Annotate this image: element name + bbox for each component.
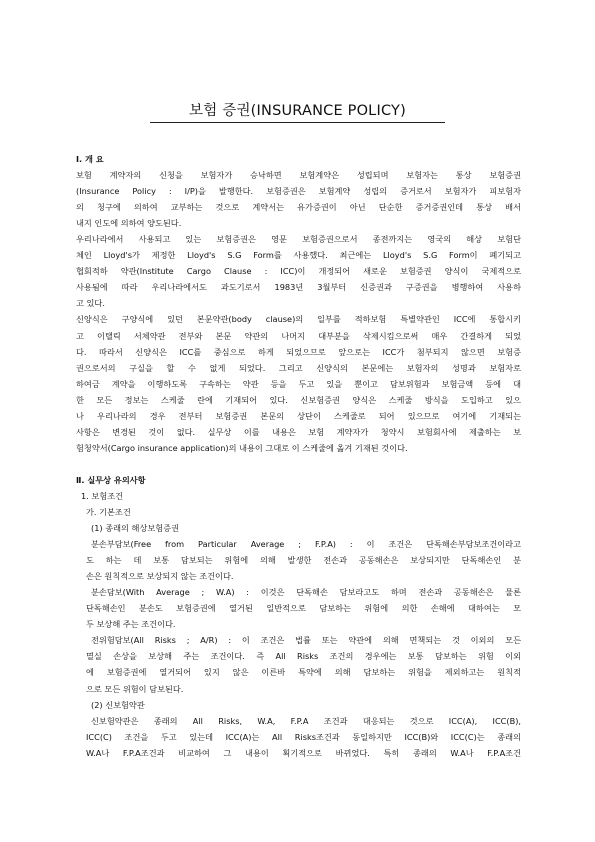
definition-line: 전위험담보(All Risks ; A/R) : 이 조건은 법률 또는 약관에 의해 면책되는 것 이외의 모든 (91, 635, 521, 646)
paragraph-line: (Insurance Policy : I/P)을 발행한다. 보험증권은 보험계약 성립의 증거로서 보험자가 피보험자 (76, 186, 521, 197)
overview-paragraph (76, 311, 521, 455)
title-underline (150, 122, 445, 123)
paragraph-line: 보험 계약자의 신청을 보험자가 승낙하면 보험계약은 성립되며 보험자는 통상 보험증권 (76, 170, 521, 181)
paragraph-line: 우리나라에서 사용되고 있는 보험증권은 영문 보험증권으로서 종전까지는 영국의 해상 보험단 (76, 234, 521, 245)
clause-line: 신보험약관은 종래의 All Risks, W.A, F.P.A 조건과 대응되는 것으로 ICC(A), ICC(B), (91, 715, 521, 726)
clause-line: ICC(C) 조건을 두고 있는데 ICC(A)는 All Risks조건과 동일하지만 ICC(B)와 ICC(C)는 종래의 (86, 731, 521, 742)
paragraph-line: 나 우리나라의 경우 전부터 보험증권 본문의 상단이 스케줄로 되어 있으므로 여기에 기재되는 (76, 410, 521, 421)
definition-line: 분손담보(With Average ; W.A) : 이것은 단독해손 담보라고도 하며 전손과 공동해손은 물론 (91, 587, 521, 598)
paragraph-line: 신양식은 구양식에 있던 본문약관(body clause)의 일부를 적하보험 특별약관인 ICC에 통합시키 (76, 314, 521, 325)
overview-paragraph (76, 167, 521, 231)
document-title: 보험 증권(INSURANCE POLICY) (189, 103, 406, 119)
definition-line: 에 보험증권에 열거되어 있지 않은 이른바 특약에 의해 담보하는 위험을 제외하고는 원칙적 (86, 667, 521, 678)
subheading-basic-conditions: 가. 기본조건 (86, 506, 131, 517)
section-spacer (76, 456, 521, 472)
section-heading-practice: Ⅱ. 실무상 유의사항 (76, 474, 146, 485)
paragraph-line: 체인 Lloyd's가 제정한 Lloyd's S.G Form를 사용했다. 최근에는 Lloyd's S.G Form이 폐기되고 (76, 250, 521, 261)
paragraph-line: 내지 인도에 의하여 양도된다. (76, 218, 182, 229)
paragraph-line: 고 이탤릭 서체약관 전부와 본문 약관의 나머지 대부분을 삭제시킴으로써 매우 간결하게 되었 (76, 330, 521, 341)
definition-line: 도 하는 데 보통 담보되는 위험에 의해 발생한 전손과 공동해손은 보상되지만 단독해손인 분 (86, 555, 521, 566)
paragraph-line: 협회적하 약관(Institute Cargo Clause : ICC)이 개정되어 새로운 보험증권 양식이 국제적으로 (76, 266, 521, 277)
paragraph-line: 한 모든 정보는 스케줄 란에 기재되어 있다. 신보험증권 양식은 스케줄 방식을 도입하고 있으 (76, 394, 521, 405)
paragraph-line: 사항은 변경된 것이 없다. 실무상 이를 내용은 보험 계약자가 청약시 보험회사에 제출하는 보 (76, 426, 521, 437)
definition-line: 단독해손인 분손도 보험증권에 열거된 일반적으로 담보하는 위험에 의한 손해에 대하여는 모 (86, 603, 521, 614)
overview-section (76, 167, 521, 456)
item-heading-new-clauses: (2) 신보험약관 (91, 699, 145, 710)
paragraph-line: 고 있다. (76, 298, 105, 309)
paragraph-line: 의 청구에 의하여 교부하는 것으로 계약서는 유가증권이 아닌 단순한 증거증권인데 통상 배서 (76, 202, 521, 213)
paragraph-line: 다. 따라서 신양식은 ICC를 중심으로 하게 되었으므로 앞으로는 ICC가 첨부되지 않으면 보험증 (76, 346, 521, 357)
paragraph-line: 험청약서(Cargo insurance application)의 내용이 그대로 이 스케줄에 옮겨 기재된 것이다. (76, 442, 408, 453)
definition-line: 두 보상해 주는 조건이다. (86, 619, 176, 630)
definition-line: 분손부담보(Free from Particular Average ; F.P.A) : 이 조건은 단독해손부담보조건이라고 (91, 539, 521, 550)
paragraph-line: 하여금 계약을 이행하도록 구속하는 약관 등을 두고 있을 뿐이고 담보위험과 보험금액 등에 대 (76, 378, 521, 389)
overview-paragraph (76, 231, 521, 311)
definition-line: 으로 모든 위험이 담보된다. (86, 683, 184, 694)
paragraph-line: 권으로서의 구실을 할 수 없게 되었다. 그리고 신양식의 본문에는 보험자의 성명과 보험자로 (76, 362, 521, 373)
section-heading-overview: Ⅰ. 개 요 (76, 154, 104, 164)
old-policy-text (76, 536, 521, 696)
item-heading-old-policy: (1) 종래의 해상보험증권 (91, 523, 179, 534)
subheading-insurance-conditions: 1. 보험조건 (81, 490, 124, 501)
clause-line: W.A나 F.P.A조건과 비교하여 그 내용이 획기적으로 바뀌었다. 특히 종래의 W.A나 F.P.A조건 (86, 747, 521, 758)
paragraph-line: 사용됨에 따라 우리나라에서도 과도기로서 1983년 3월부터 신증권과 구증권을 병행하여 사용하 (76, 282, 521, 293)
new-clauses-text (76, 713, 521, 761)
definition-line: 손은 원칙적으로 보상되지 않는 조건이다. (86, 571, 234, 582)
definition-line: 멸실 손상을 보상해 주는 조건이다. 즉 All Risks 조건의 경우에는 보통 담보하는 위험 이외 (86, 651, 521, 662)
title-block (150, 99, 445, 120)
document-body (76, 151, 521, 761)
